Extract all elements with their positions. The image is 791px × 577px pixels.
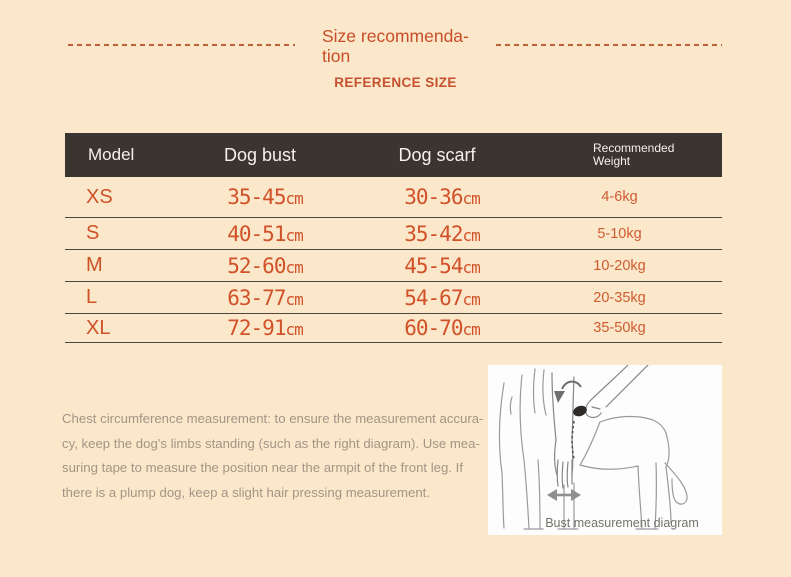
bust-unit: cm bbox=[285, 225, 303, 245]
weight-cell: 5-10kg bbox=[597, 225, 642, 242]
bust-value: 40-51 bbox=[227, 221, 286, 246]
scarf-unit: cm bbox=[462, 225, 480, 245]
size-table-header bbox=[65, 133, 722, 177]
bust-unit: cm bbox=[285, 189, 303, 208]
scarf-unit: cm bbox=[462, 189, 480, 208]
tape-measure-roll bbox=[572, 404, 589, 418]
bust-unit: cm bbox=[285, 320, 303, 339]
bust-cell bbox=[157, 316, 357, 340]
measurement-note bbox=[62, 407, 483, 506]
page-title bbox=[322, 27, 497, 66]
title-dash-right bbox=[496, 44, 722, 46]
bust-value: 35-45 bbox=[227, 185, 286, 209]
weight-cell: 10-20kg bbox=[593, 257, 646, 274]
scarf-value: 30-36 bbox=[404, 185, 463, 209]
size-table bbox=[65, 133, 722, 343]
wrap-arrow-head bbox=[554, 391, 565, 403]
scarf-unit: cm bbox=[462, 289, 480, 309]
scarf-unit: cm bbox=[462, 320, 480, 339]
bust-cell bbox=[157, 286, 357, 310]
scarf-unit: cm bbox=[462, 257, 480, 277]
bust-measurement-diagram bbox=[488, 365, 722, 535]
bust-value: 72-91 bbox=[227, 316, 286, 340]
note-line: cy, keep the dog's limbs standing (such as the right diagram). Use mea- bbox=[62, 435, 480, 451]
model-cell: L bbox=[86, 286, 98, 308]
double-arrow-left bbox=[547, 489, 557, 501]
model-cell: XS bbox=[86, 185, 113, 208]
note-line: suring tape to measure the position near the armpit of the front leg. If bbox=[62, 460, 463, 476]
bust-value: 52-60 bbox=[227, 253, 286, 278]
title-dash-left bbox=[68, 44, 295, 46]
size-table-row bbox=[65, 250, 722, 282]
reference-size-heading: REFERENCE SIZE bbox=[334, 75, 457, 90]
size-table-row bbox=[65, 282, 722, 314]
double-arrow-right bbox=[571, 489, 581, 501]
model-cell: M bbox=[86, 254, 103, 276]
bust-cell bbox=[157, 222, 357, 246]
bust-unit: cm bbox=[285, 289, 303, 309]
weight-cell: 4-6kg bbox=[601, 189, 638, 205]
scarf-cell bbox=[357, 316, 517, 340]
model-cell: XL bbox=[86, 316, 111, 339]
page-title-line1: Size recommenda- bbox=[322, 26, 469, 46]
diagram-caption: Bust measurement diagram bbox=[545, 516, 699, 530]
size-table-row bbox=[65, 218, 722, 250]
scarf-cell bbox=[357, 222, 517, 246]
scarf-value: 45-54 bbox=[404, 253, 463, 278]
size-table-row bbox=[65, 177, 722, 218]
note-line: there is a plump dog, keep a slight hair pressing measurement. bbox=[62, 485, 430, 501]
scarf-value: 60-70 bbox=[404, 316, 463, 340]
note-line: Chest circumference measurement: to ensure the measurement accura- bbox=[62, 411, 484, 426]
scarf-value: 54-67 bbox=[404, 285, 463, 310]
header-model: Model bbox=[88, 145, 135, 164]
weight-cell: 35-50kg bbox=[593, 320, 646, 336]
dog-measurement-illustration bbox=[488, 365, 722, 535]
bust-cell bbox=[157, 254, 357, 278]
bust-value: 63-77 bbox=[227, 285, 286, 310]
weight-cell: 20-35kg bbox=[593, 289, 646, 306]
model-cell: S bbox=[86, 222, 100, 244]
header-scarf: Dog scarf bbox=[398, 144, 476, 165]
size-table-row bbox=[65, 314, 722, 343]
header-bust: Dog bust bbox=[223, 144, 297, 165]
size-table-body bbox=[65, 177, 722, 343]
page-title-line2: tion bbox=[322, 45, 351, 66]
scarf-cell bbox=[357, 286, 517, 310]
bust-unit: cm bbox=[285, 257, 303, 277]
bust-cell bbox=[157, 185, 357, 209]
scarf-cell bbox=[357, 185, 517, 209]
scarf-value: 35-42 bbox=[404, 221, 463, 246]
scarf-cell bbox=[357, 254, 517, 278]
header-weight: Recommended Weight bbox=[593, 141, 675, 168]
